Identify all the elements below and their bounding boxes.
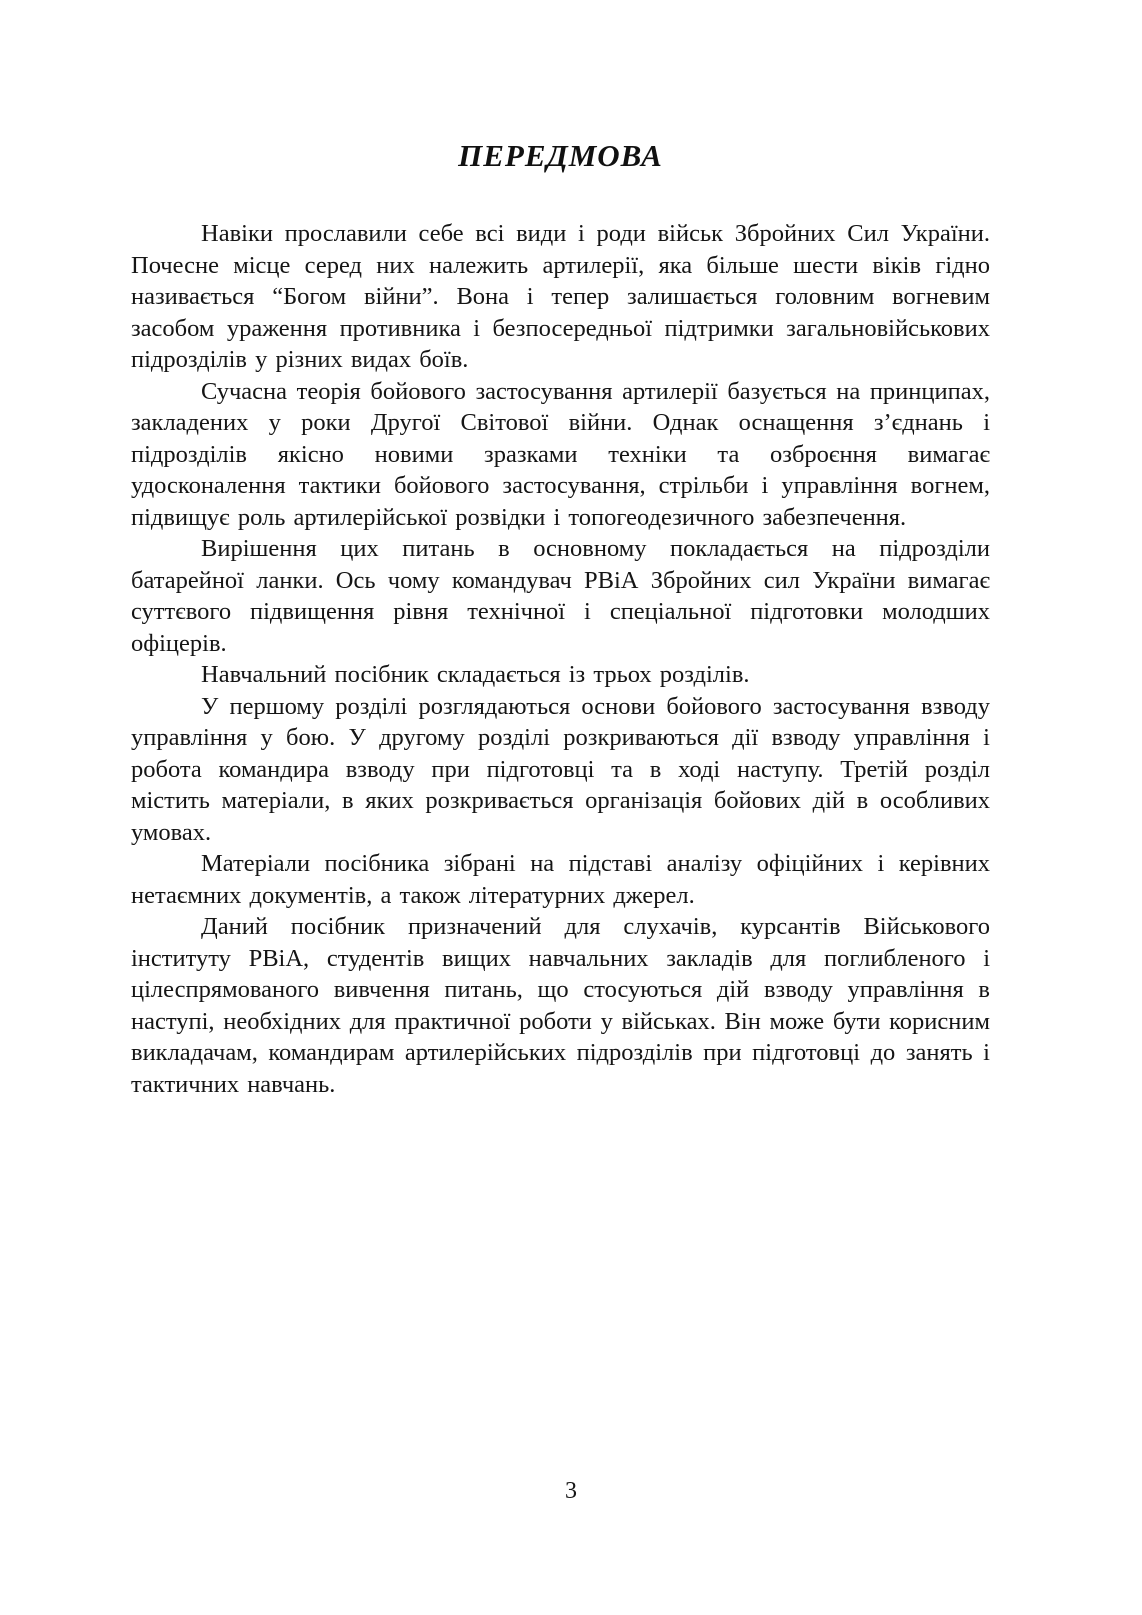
paragraph: Навіки прославили себе всі види і роди військ Збройних Сил України. Почесне місце серед них належить артилерії, яка більше шести віків гідно називається “Богом війни”. Вона і тепер залишається головним вогневим засобом ураження противника і безпосередньої підтримки загальновійськових підрозділів у різних видах боїв.	[131, 220, 990, 373]
paragraph: Даний посібник призначений для слухачів, курсантів Військового інституту РВіА, студентів вищих навчальних закладів для поглибленого і цілеспрямованого вивчення питань, що стосуються дій взводу управління в наступі, необхідних для практичної роботи у військах. Він може бути корисним викладачам, командирам артилерійських підрозділів при підготовці до занять і тактичних навчань.	[131, 913, 990, 1098]
paragraph: Навчальний посібник складається із трьох розділів.	[201, 661, 750, 688]
paragraph: Сучасна теорія бойового застосування артилерії базується на принципах, закладених у роки Другої Світової війни. Однак оснащення з’єднань і підрозділів якісно новими зразками техніки та озброєння вимагає удосконалення тактики бойового застосування, стрільби і управління вогнем, підвищує роль артилерійської розвідки і топогеодезичного забезпечення.	[131, 377, 990, 531]
page-title: ПЕРЕДМОВА	[458, 138, 663, 173]
body-text	[131, 218, 990, 1100]
paragraph: У першому розділі розглядаються основи бойового застосування взводу управління у бою. У другому розділі розкриваються дії взводу управління і робота командира взводу при підготовці та в ході наступу. Третій розділ містить матеріали, в яких розкривається організація бойових дій в особливих умовах.	[131, 692, 990, 846]
paragraph: Матеріали посібника зібрані на підставі аналізу офіційних і керівних нетаємних документів, а також літературних джерел.	[131, 850, 990, 909]
page-number: 3	[565, 1478, 577, 1504]
paragraph: Вирішення цих питань в основному покладається на підрозділи батарейної ланки. Ось чому командувач РВіА Збройних сил України вимагає суттєвого підвищення рівня технічної і спеціальної підготовки молодших офіцерів.	[131, 535, 990, 657]
